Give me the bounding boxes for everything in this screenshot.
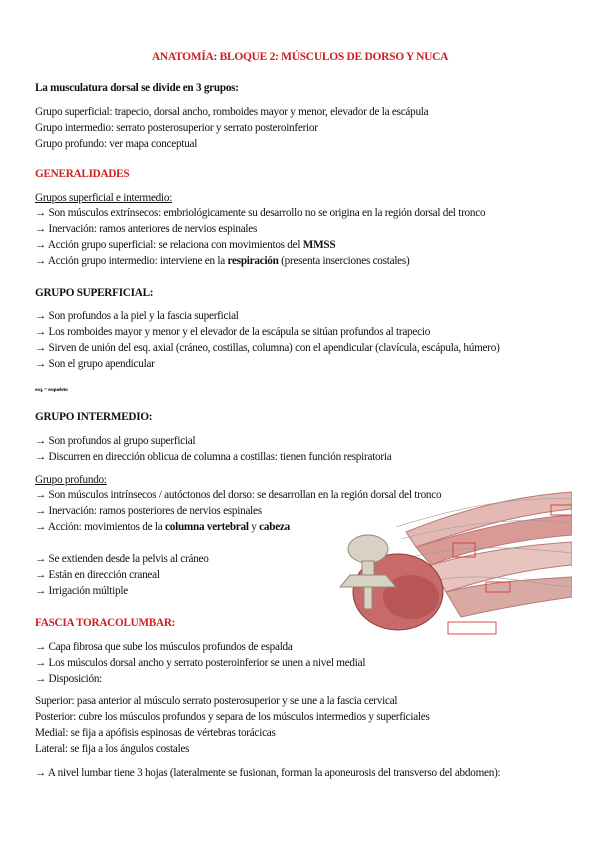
- generalidades-item: → Son músculos extrínsecos: embriológicamente su desarrollo no se origina en la región dorsal del tronco: [35, 207, 486, 219]
- intro-group-profundo: Grupo profundo: ver mapa conceptual: [35, 138, 198, 150]
- generalidades-item-text: → Acción grupo superficial: se relaciona con movimientos del: [35, 239, 303, 251]
- intermedio-item: → Son profundos al grupo superficial: [35, 435, 196, 447]
- profundo-item-bold: cabeza: [259, 521, 290, 533]
- profundo-item-text: → Acción: movimientos de la: [35, 521, 166, 533]
- superficial-item: → Son profundos a la piel y la fascia superficial: [35, 310, 239, 322]
- profundo-item-bold: columna vertebral: [165, 521, 249, 533]
- fascia-disposicion: Posterior: cubre los músculos profundos y separa de los músculos intermedios y superficiales: [35, 711, 430, 723]
- profundo-item-text: y: [248, 521, 260, 533]
- fascia-item: → Disposición:: [35, 673, 103, 685]
- generalidades-item: [35, 255, 409, 268]
- fascia-disposicion: Lateral: se fija a los ángulos costales: [35, 743, 190, 755]
- superficial-item: → Sirven de unión del esq. axial (cráneo, costillas, columna) con el apendicular (clavícula, escápula, húmero): [35, 342, 500, 354]
- fascia-item: → Los músculos dorsal ancho y serrato posteroinferior se unen a nivel medial: [35, 657, 366, 669]
- generalidades-item-bold: MMSS: [302, 239, 336, 251]
- fascia-lumbar: → A nivel lumbar tiene 3 hojas (lateralmente se fusionan, forman la aponeurosis del transverso del abdomen):: [35, 767, 501, 779]
- superficial-heading: GRUPO SUPERFICIAL:: [35, 287, 154, 299]
- fascia-heading: FASCIA TORACOLUMBAR:: [35, 617, 176, 629]
- profundo-item: → Se extienden desde la pelvis al cráneo: [35, 553, 209, 565]
- intro-group-intermedio: Grupo intermedio: serrato posterosuperior y serrato posteroinferior: [35, 122, 318, 134]
- generalidades-heading: GENERALIDADES: [35, 168, 130, 180]
- generalidades-item: → Inervación: ramos anteriores de nervios espinales: [35, 223, 258, 235]
- fascia-disposicion: Superior: pasa anterior al músculo serrato posterosuperior y se une a la fascia cervical: [35, 695, 398, 707]
- fascia-disposicion: Medial: se fija a apófisis espinosas de vértebras torácicas: [35, 727, 276, 739]
- fascia-item: → Capa fibrosa que sube los músculos profundos de espalda: [35, 641, 293, 653]
- intro-group-superficial: Grupo superficial: trapecio, dorsal ancho, romboides mayor y menor, elevador de la escápula: [35, 106, 429, 118]
- superficial-note: esq. = esqueleto: [35, 387, 68, 393]
- superficial-item: → Son el grupo apendicular: [35, 358, 155, 370]
- profundo-item: → Están en dirección craneal: [35, 569, 160, 581]
- generalidades-item-text: → Acción grupo intermedio: interviene en la: [35, 255, 228, 267]
- generalidades-subheading: Grupos superficial e intermedio:: [35, 192, 173, 204]
- profundo-item: [35, 521, 290, 534]
- superficial-item: → Los romboides mayor y menor y el elevador de la escápula se sitúan profundos al trapecio: [35, 326, 431, 338]
- generalidades-item: [35, 239, 335, 252]
- profundo-item: → Irrigación múltiple: [35, 585, 128, 597]
- profundo-item: → Inervación: ramos posteriores de nervios espinales: [35, 505, 262, 517]
- generalidades-item-text: (presenta inserciones costales): [278, 255, 410, 267]
- profundo-item: → Son músculos intrínsecos / autóctonos del dorso: se desarrollan en la región dorsal del tronco: [35, 489, 442, 501]
- intro-heading: La musculatura dorsal se divide en 3 grupos:: [35, 82, 239, 94]
- page-title: ANATOMÍA: BLOQUE 2: MÚSCULOS DE DORSO Y NUCA: [151, 51, 449, 63]
- profundo-subheading: Grupo profundo:: [35, 474, 107, 486]
- anatomy-cross-section-figure: [336, 487, 572, 642]
- intermedio-heading: GRUPO INTERMEDIO:: [35, 411, 153, 423]
- generalidades-item-bold: respiración: [227, 255, 279, 267]
- intermedio-item: → Discurren en dirección oblicua de columna a costillas: tienen función respiratoria: [35, 451, 392, 463]
